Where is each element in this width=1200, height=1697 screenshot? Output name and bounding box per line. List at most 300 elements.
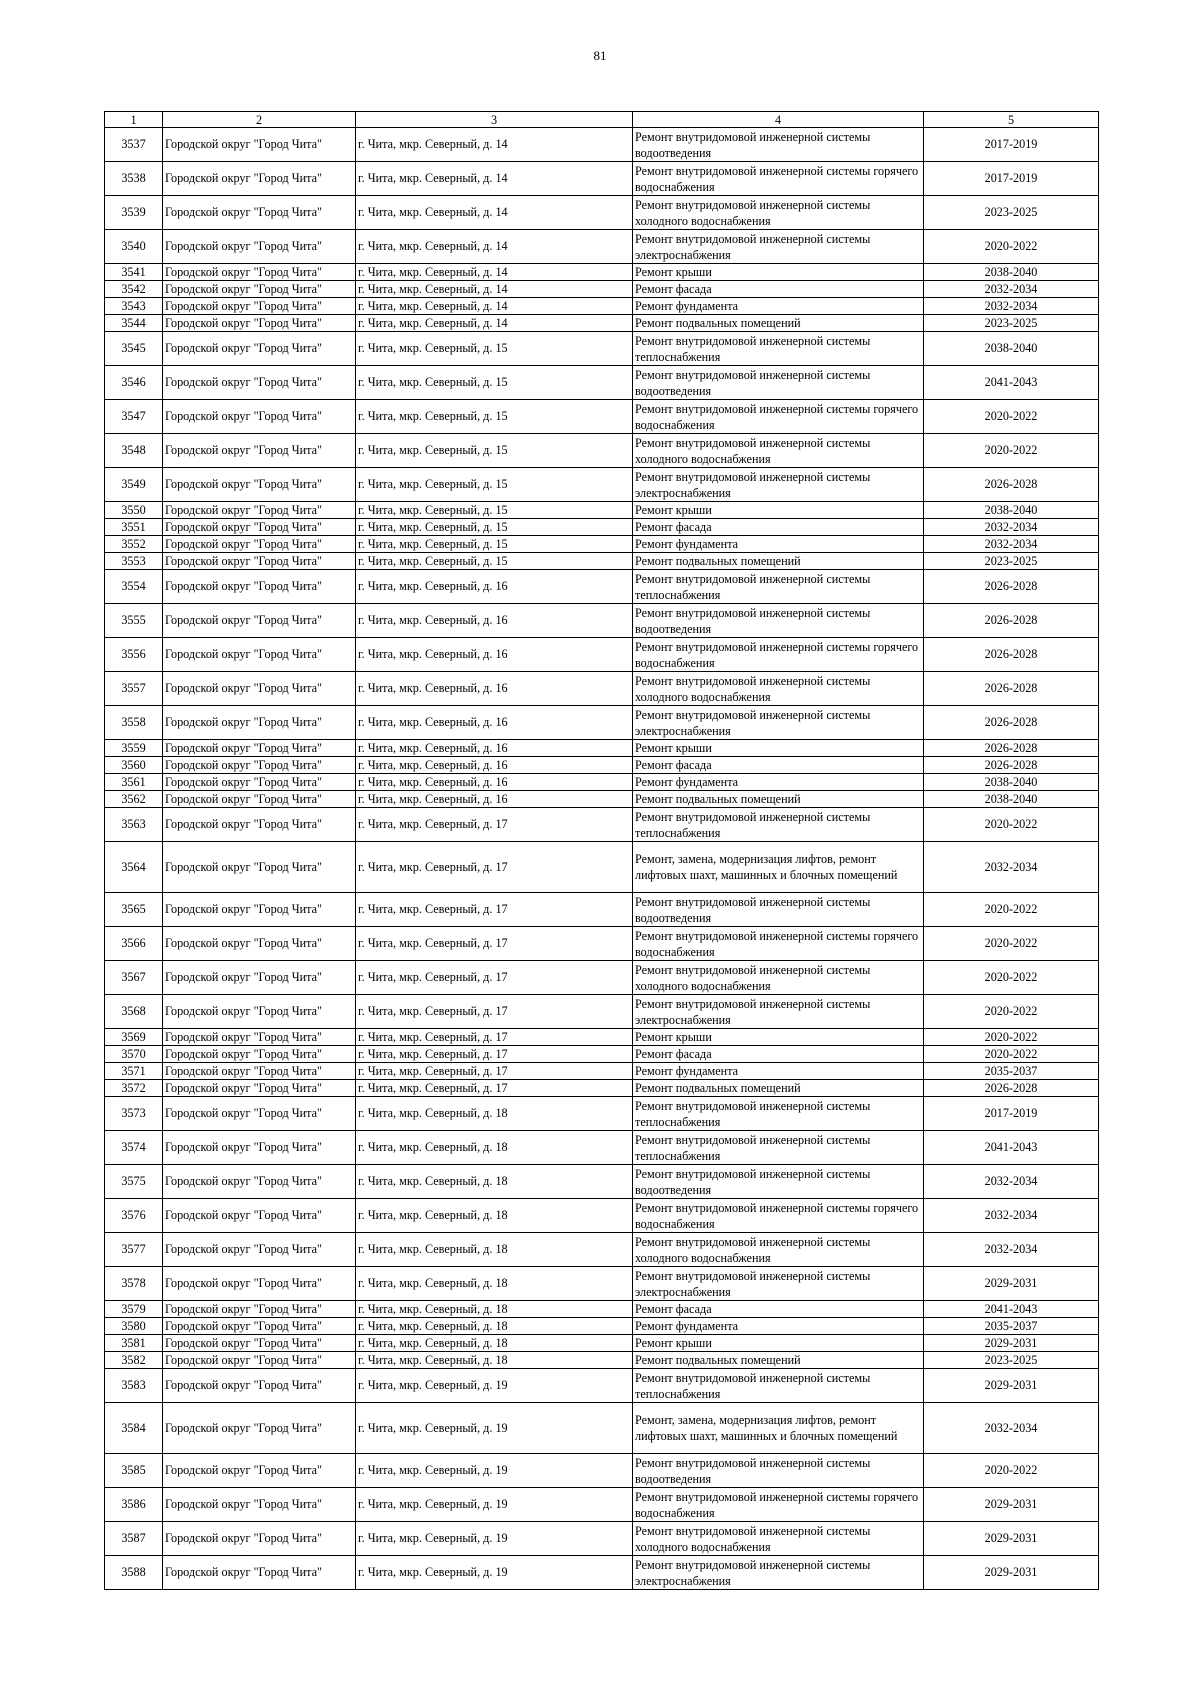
municipality-cell: Городской округ "Город Чита" — [163, 332, 356, 366]
address-cell: г. Чита, мкр. Северный, д. 16 — [356, 740, 633, 757]
row-number-cell: 3577 — [105, 1233, 163, 1267]
municipality-cell: Городской округ "Город Чита" — [163, 196, 356, 230]
municipality-cell: Городской округ "Город Чита" — [163, 553, 356, 570]
municipality-cell: Городской округ "Город Чита" — [163, 162, 356, 196]
municipality-cell: Городской округ "Город Чита" — [163, 1522, 356, 1556]
work-type-cell: Ремонт внутридомовой инженерной системы электроснабжения — [633, 706, 924, 740]
row-number-cell: 3583 — [105, 1369, 163, 1403]
address-cell: г. Чита, мкр. Северный, д. 19 — [356, 1369, 633, 1403]
table-row — [105, 774, 1099, 791]
table-row — [105, 1080, 1099, 1097]
municipality-cell: Городской округ "Город Чита" — [163, 1352, 356, 1369]
table-row — [105, 1267, 1099, 1301]
period-cell: 2038-2040 — [924, 264, 1099, 281]
work-type-cell: Ремонт внутридомовой инженерной системы холодного водоснабжения — [633, 672, 924, 706]
address-cell: г. Чита, мкр. Северный, д. 17 — [356, 995, 633, 1029]
municipality-cell: Городской округ "Город Чита" — [163, 961, 356, 995]
work-type-cell: Ремонт внутридомовой инженерной системы холодного водоснабжения — [633, 196, 924, 230]
row-number-cell: 3579 — [105, 1301, 163, 1318]
work-type-cell: Ремонт внутридомовой инженерной системы теплоснабжения — [633, 808, 924, 842]
period-cell: 2026-2028 — [924, 468, 1099, 502]
period-cell: 2020-2022 — [924, 961, 1099, 995]
row-number-cell: 3561 — [105, 774, 163, 791]
table-row — [105, 808, 1099, 842]
row-number-cell: 3573 — [105, 1097, 163, 1131]
table-row — [105, 570, 1099, 604]
period-cell: 2029-2031 — [924, 1335, 1099, 1352]
row-number-cell: 3549 — [105, 468, 163, 502]
address-cell: г. Чита, мкр. Северный, д. 18 — [356, 1301, 633, 1318]
work-type-cell: Ремонт фундамента — [633, 298, 924, 315]
municipality-cell: Городской округ "Город Чита" — [163, 706, 356, 740]
table-row — [105, 468, 1099, 502]
work-type-cell: Ремонт фундамента — [633, 774, 924, 791]
table-row — [105, 1556, 1099, 1590]
table-row — [105, 1369, 1099, 1403]
address-cell: г. Чита, мкр. Северный, д. 19 — [356, 1556, 633, 1590]
row-number-cell: 3570 — [105, 1046, 163, 1063]
municipality-cell: Городской округ "Город Чита" — [163, 604, 356, 638]
address-cell: г. Чита, мкр. Северный, д. 16 — [356, 570, 633, 604]
period-cell: 2023-2025 — [924, 553, 1099, 570]
municipality-cell: Городской округ "Город Чита" — [163, 128, 356, 162]
address-cell: г. Чита, мкр. Северный, д. 14 — [356, 315, 633, 332]
period-cell: 2035-2037 — [924, 1318, 1099, 1335]
table-row — [105, 1522, 1099, 1556]
municipality-cell: Городской округ "Город Чита" — [163, 536, 356, 553]
table-row — [105, 162, 1099, 196]
period-cell: 2032-2034 — [924, 281, 1099, 298]
period-cell: 2032-2034 — [924, 1233, 1099, 1267]
period-cell: 2032-2034 — [924, 519, 1099, 536]
work-type-cell: Ремонт внутридомовой инженерной системы холодного водоснабжения — [633, 961, 924, 995]
period-cell: 2020-2022 — [924, 808, 1099, 842]
municipality-cell: Городской округ "Город Чита" — [163, 315, 356, 332]
work-type-cell: Ремонт внутридомовой инженерной системы теплоснабжения — [633, 1097, 924, 1131]
municipality-cell: Городской округ "Город Чита" — [163, 1403, 356, 1454]
address-cell: г. Чита, мкр. Северный, д. 17 — [356, 842, 633, 893]
period-cell: 2041-2043 — [924, 1131, 1099, 1165]
work-type-cell: Ремонт фасада — [633, 1046, 924, 1063]
address-cell: г. Чита, мкр. Северный, д. 17 — [356, 1029, 633, 1046]
municipality-cell: Городской округ "Город Чита" — [163, 808, 356, 842]
page-number: 81 — [593, 48, 607, 63]
address-cell: г. Чита, мкр. Северный, д. 16 — [356, 757, 633, 774]
table-row — [105, 961, 1099, 995]
period-cell: 2041-2043 — [924, 366, 1099, 400]
table-row — [105, 230, 1099, 264]
table-row — [105, 672, 1099, 706]
address-cell: г. Чита, мкр. Северный, д. 17 — [356, 808, 633, 842]
row-number-cell: 3552 — [105, 536, 163, 553]
municipality-cell: Городской округ "Город Чита" — [163, 740, 356, 757]
address-cell: г. Чита, мкр. Северный, д. 15 — [356, 468, 633, 502]
address-cell: г. Чита, мкр. Северный, д. 16 — [356, 774, 633, 791]
municipality-cell: Городской округ "Город Чита" — [163, 757, 356, 774]
address-cell: г. Чита, мкр. Северный, д. 18 — [356, 1165, 633, 1199]
municipality-cell: Городской округ "Город Чита" — [163, 298, 356, 315]
address-cell: г. Чита, мкр. Северный, д. 19 — [356, 1488, 633, 1522]
municipality-cell: Городской округ "Город Чита" — [163, 1131, 356, 1165]
municipality-cell: Городской округ "Город Чита" — [163, 791, 356, 808]
row-number-cell: 3580 — [105, 1318, 163, 1335]
period-cell: 2038-2040 — [924, 332, 1099, 366]
work-type-cell: Ремонт внутридомовой инженерной системы водоотведения — [633, 366, 924, 400]
row-number-cell: 3540 — [105, 230, 163, 264]
address-cell: г. Чита, мкр. Северный, д. 15 — [356, 400, 633, 434]
work-type-cell: Ремонт крыши — [633, 1029, 924, 1046]
table-row — [105, 1029, 1099, 1046]
table-row — [105, 1335, 1099, 1352]
period-cell: 2020-2022 — [924, 1029, 1099, 1046]
period-cell: 2035-2037 — [924, 1063, 1099, 1080]
table-row — [105, 400, 1099, 434]
period-cell: 2038-2040 — [924, 502, 1099, 519]
row-number-cell: 3560 — [105, 757, 163, 774]
municipality-cell: Городской округ "Город Чита" — [163, 366, 356, 400]
table-row — [105, 1199, 1099, 1233]
row-number-cell: 3586 — [105, 1488, 163, 1522]
column-header: 2 — [163, 112, 356, 128]
municipality-cell: Городской округ "Город Чита" — [163, 434, 356, 468]
period-cell: 2026-2028 — [924, 638, 1099, 672]
address-cell: г. Чита, мкр. Северный, д. 14 — [356, 298, 633, 315]
work-type-cell: Ремонт внутридомовой инженерной системы водоотведения — [633, 893, 924, 927]
address-cell: г. Чита, мкр. Северный, д. 16 — [356, 638, 633, 672]
work-type-cell: Ремонт внутридомовой инженерной системы водоотведения — [633, 128, 924, 162]
work-type-cell: Ремонт внутридомовой инженерной системы холодного водоснабжения — [633, 1233, 924, 1267]
work-type-cell: Ремонт внутридомовой инженерной системы теплоснабжения — [633, 1369, 924, 1403]
row-number-cell: 3569 — [105, 1029, 163, 1046]
work-type-cell: Ремонт внутридомовой инженерной системы теплоснабжения — [633, 570, 924, 604]
work-type-cell: Ремонт, замена, модернизация лифтов, ремонт лифтовых шахт, машинных и блочных помещений — [633, 842, 924, 893]
municipality-cell: Городской округ "Город Чита" — [163, 400, 356, 434]
work-type-cell: Ремонт внутридомовой инженерной системы горячего водоснабжения — [633, 1488, 924, 1522]
address-cell: г. Чита, мкр. Северный, д. 17 — [356, 961, 633, 995]
address-cell: г. Чита, мкр. Северный, д. 18 — [356, 1233, 633, 1267]
address-cell: г. Чита, мкр. Северный, д. 14 — [356, 281, 633, 298]
municipality-cell: Городской округ "Город Чита" — [163, 1080, 356, 1097]
row-number-cell: 3559 — [105, 740, 163, 757]
municipality-cell: Городской округ "Город Чита" — [163, 1454, 356, 1488]
period-cell: 2017-2019 — [924, 162, 1099, 196]
period-cell: 2038-2040 — [924, 791, 1099, 808]
row-number-cell: 3550 — [105, 502, 163, 519]
table-row — [105, 1488, 1099, 1522]
work-type-cell: Ремонт внутридомовой инженерной системы горячего водоснабжения — [633, 927, 924, 961]
municipality-cell: Городской округ "Город Чита" — [163, 1233, 356, 1267]
address-cell: г. Чита, мкр. Северный, д. 18 — [356, 1131, 633, 1165]
row-number-cell: 3574 — [105, 1131, 163, 1165]
period-cell: 2020-2022 — [924, 1454, 1099, 1488]
work-type-cell: Ремонт внутридомовой инженерной системы горячего водоснабжения — [633, 1199, 924, 1233]
work-type-cell: Ремонт фасада — [633, 757, 924, 774]
table-row — [105, 1097, 1099, 1131]
address-cell: г. Чита, мкр. Северный, д. 17 — [356, 1046, 633, 1063]
address-cell: г. Чита, мкр. Северный, д. 19 — [356, 1403, 633, 1454]
work-type-cell: Ремонт фасада — [633, 281, 924, 298]
table-row — [105, 128, 1099, 162]
address-cell: г. Чита, мкр. Северный, д. 16 — [356, 706, 633, 740]
table-body — [105, 128, 1099, 1590]
work-type-cell: Ремонт, замена, модернизация лифтов, ремонт лифтовых шахт, машинных и блочных помещений — [633, 1403, 924, 1454]
row-number-cell: 3555 — [105, 604, 163, 638]
row-number-cell: 3568 — [105, 995, 163, 1029]
work-type-cell: Ремонт фундамента — [633, 1063, 924, 1080]
table-row — [105, 604, 1099, 638]
period-cell: 2020-2022 — [924, 893, 1099, 927]
table-row — [105, 366, 1099, 400]
work-type-cell: Ремонт крыши — [633, 502, 924, 519]
period-cell: 2032-2034 — [924, 1199, 1099, 1233]
municipality-cell: Городской округ "Город Чита" — [163, 1063, 356, 1080]
work-type-cell: Ремонт подвальных помещений — [633, 1080, 924, 1097]
row-number-cell: 3548 — [105, 434, 163, 468]
address-cell: г. Чита, мкр. Северный, д. 18 — [356, 1352, 633, 1369]
work-type-cell: Ремонт внутридомовой инженерной системы теплоснабжения — [633, 332, 924, 366]
address-cell: г. Чита, мкр. Северный, д. 17 — [356, 1063, 633, 1080]
address-cell: г. Чита, мкр. Северный, д. 18 — [356, 1335, 633, 1352]
period-cell: 2026-2028 — [924, 570, 1099, 604]
row-number-cell: 3546 — [105, 366, 163, 400]
municipality-cell: Городской округ "Город Чита" — [163, 638, 356, 672]
period-cell: 2020-2022 — [924, 995, 1099, 1029]
column-header: 5 — [924, 112, 1099, 128]
work-type-cell: Ремонт внутридомовой инженерной системы водоотведения — [633, 1165, 924, 1199]
municipality-cell: Городской округ "Город Чита" — [163, 995, 356, 1029]
municipality-cell: Городской округ "Город Чита" — [163, 1097, 356, 1131]
address-cell: г. Чита, мкр. Северный, д. 19 — [356, 1454, 633, 1488]
table-row — [105, 1352, 1099, 1369]
row-number-cell: 3564 — [105, 842, 163, 893]
period-cell: 2026-2028 — [924, 740, 1099, 757]
row-number-cell: 3566 — [105, 927, 163, 961]
table-row — [105, 927, 1099, 961]
table-row — [105, 791, 1099, 808]
row-number-cell: 3567 — [105, 961, 163, 995]
address-cell: г. Чита, мкр. Северный, д. 15 — [356, 502, 633, 519]
row-number-cell: 3542 — [105, 281, 163, 298]
municipality-cell: Городской округ "Город Чита" — [163, 1369, 356, 1403]
work-type-cell: Ремонт внутридомовой инженерной системы холодного водоснабжения — [633, 1522, 924, 1556]
address-cell: г. Чита, мкр. Северный, д. 16 — [356, 791, 633, 808]
address-cell: г. Чита, мкр. Северный, д. 18 — [356, 1267, 633, 1301]
address-cell: г. Чита, мкр. Северный, д. 15 — [356, 553, 633, 570]
municipality-cell: Городской округ "Город Чита" — [163, 1556, 356, 1590]
period-cell: 2026-2028 — [924, 672, 1099, 706]
row-number-cell: 3539 — [105, 196, 163, 230]
row-number-cell: 3571 — [105, 1063, 163, 1080]
row-number-cell: 3578 — [105, 1267, 163, 1301]
address-cell: г. Чита, мкр. Северный, д. 14 — [356, 264, 633, 281]
address-cell: г. Чита, мкр. Северный, д. 15 — [356, 519, 633, 536]
table-row — [105, 196, 1099, 230]
row-number-cell: 3553 — [105, 553, 163, 570]
work-type-cell: Ремонт внутридомовой инженерной системы холодного водоснабжения — [633, 434, 924, 468]
row-number-cell: 3554 — [105, 570, 163, 604]
period-cell: 2023-2025 — [924, 1352, 1099, 1369]
table-row — [105, 740, 1099, 757]
period-cell: 2032-2034 — [924, 1165, 1099, 1199]
municipality-cell: Городской округ "Город Чита" — [163, 1267, 356, 1301]
work-type-cell: Ремонт внутридомовой инженерной системы теплоснабжения — [633, 1131, 924, 1165]
address-cell: г. Чита, мкр. Северный, д. 19 — [356, 1522, 633, 1556]
work-type-cell: Ремонт подвальных помещений — [633, 1352, 924, 1369]
period-cell: 2020-2022 — [924, 927, 1099, 961]
municipality-cell: Городской округ "Город Чита" — [163, 519, 356, 536]
row-number-cell: 3558 — [105, 706, 163, 740]
work-type-cell: Ремонт фасада — [633, 1301, 924, 1318]
address-cell: г. Чита, мкр. Северный, д. 14 — [356, 162, 633, 196]
table-row — [105, 502, 1099, 519]
row-number-cell: 3537 — [105, 128, 163, 162]
table-row — [105, 706, 1099, 740]
row-number-cell: 3565 — [105, 893, 163, 927]
column-header: 1 — [105, 112, 163, 128]
table-row — [105, 315, 1099, 332]
municipality-cell: Городской округ "Город Чита" — [163, 927, 356, 961]
period-cell: 2023-2025 — [924, 196, 1099, 230]
period-cell: 2038-2040 — [924, 774, 1099, 791]
row-number-cell: 3556 — [105, 638, 163, 672]
work-type-cell: Ремонт внутридомовой инженерной системы электроснабжения — [633, 230, 924, 264]
municipality-cell: Городской округ "Город Чита" — [163, 842, 356, 893]
table-row — [105, 1318, 1099, 1335]
period-cell: 2020-2022 — [924, 434, 1099, 468]
work-type-cell: Ремонт подвальных помещений — [633, 315, 924, 332]
table-row — [105, 264, 1099, 281]
row-number-cell: 3585 — [105, 1454, 163, 1488]
table-row — [105, 893, 1099, 927]
table-row — [105, 995, 1099, 1029]
table-row — [105, 1454, 1099, 1488]
row-number-cell: 3545 — [105, 332, 163, 366]
period-cell: 2023-2025 — [924, 315, 1099, 332]
row-number-cell: 3582 — [105, 1352, 163, 1369]
work-type-cell: Ремонт внутридомовой инженерной системы электроснабжения — [633, 468, 924, 502]
municipality-cell: Городской округ "Город Чита" — [163, 774, 356, 791]
address-cell: г. Чита, мкр. Северный, д. 15 — [356, 536, 633, 553]
municipality-cell: Городской округ "Город Чита" — [163, 502, 356, 519]
address-cell: г. Чита, мкр. Северный, д. 14 — [356, 128, 633, 162]
row-number-cell: 3575 — [105, 1165, 163, 1199]
table-row — [105, 638, 1099, 672]
row-number-cell: 3576 — [105, 1199, 163, 1233]
work-type-cell: Ремонт подвальных помещений — [633, 553, 924, 570]
municipality-cell: Городской округ "Город Чита" — [163, 1488, 356, 1522]
period-cell: 2026-2028 — [924, 604, 1099, 638]
period-cell: 2029-2031 — [924, 1556, 1099, 1590]
row-number-cell: 3562 — [105, 791, 163, 808]
work-type-cell: Ремонт внутридомовой инженерной системы водоотведения — [633, 1454, 924, 1488]
address-cell: г. Чита, мкр. Северный, д. 16 — [356, 604, 633, 638]
municipality-cell: Городской округ "Город Чита" — [163, 1318, 356, 1335]
table-row — [105, 298, 1099, 315]
municipality-cell: Городской округ "Город Чита" — [163, 281, 356, 298]
row-number-cell: 3581 — [105, 1335, 163, 1352]
row-number-cell: 3563 — [105, 808, 163, 842]
row-number-cell: 3544 — [105, 315, 163, 332]
work-type-cell: Ремонт крыши — [633, 264, 924, 281]
municipality-cell: Городской округ "Город Чита" — [163, 1335, 356, 1352]
work-type-cell: Ремонт внутридомовой инженерной системы электроснабжения — [633, 995, 924, 1029]
period-cell: 2032-2034 — [924, 1403, 1099, 1454]
work-type-cell: Ремонт подвальных помещений — [633, 791, 924, 808]
row-number-cell: 3547 — [105, 400, 163, 434]
municipality-cell: Городской округ "Город Чита" — [163, 264, 356, 281]
municipality-cell: Городской округ "Город Чита" — [163, 1199, 356, 1233]
municipality-cell: Городской округ "Город Чита" — [163, 570, 356, 604]
table-row — [105, 519, 1099, 536]
work-type-cell: Ремонт внутридомовой инженерной системы водоотведения — [633, 604, 924, 638]
municipality-cell: Городской округ "Город Чита" — [163, 672, 356, 706]
table-row — [105, 1046, 1099, 1063]
period-cell: 2029-2031 — [924, 1369, 1099, 1403]
row-number-cell: 3541 — [105, 264, 163, 281]
row-number-cell: 3551 — [105, 519, 163, 536]
address-cell: г. Чита, мкр. Северный, д. 18 — [356, 1199, 633, 1233]
period-cell: 2029-2031 — [924, 1522, 1099, 1556]
row-number-cell: 3572 — [105, 1080, 163, 1097]
table-row — [105, 536, 1099, 553]
table-row — [105, 842, 1099, 893]
period-cell: 2017-2019 — [924, 1097, 1099, 1131]
table-header-row — [105, 112, 1099, 128]
row-number-cell: 3584 — [105, 1403, 163, 1454]
table-row — [105, 434, 1099, 468]
municipality-cell: Городской округ "Город Чита" — [163, 230, 356, 264]
period-cell: 2026-2028 — [924, 1080, 1099, 1097]
column-header: 4 — [633, 112, 924, 128]
work-type-cell: Ремонт фасада — [633, 519, 924, 536]
row-number-cell: 3543 — [105, 298, 163, 315]
table-row — [105, 553, 1099, 570]
work-type-cell: Ремонт внутридомовой инженерной системы горячего водоснабжения — [633, 162, 924, 196]
work-type-cell: Ремонт внутридомовой инженерной системы электроснабжения — [633, 1267, 924, 1301]
period-cell: 2020-2022 — [924, 400, 1099, 434]
table-row — [105, 1233, 1099, 1267]
address-cell: г. Чита, мкр. Северный, д. 18 — [356, 1097, 633, 1131]
period-cell: 2032-2034 — [924, 842, 1099, 893]
table-row — [105, 332, 1099, 366]
column-header: 3 — [356, 112, 633, 128]
row-number-cell: 3538 — [105, 162, 163, 196]
municipality-cell: Городской округ "Город Чита" — [163, 1046, 356, 1063]
address-cell: г. Чита, мкр. Северный, д. 17 — [356, 893, 633, 927]
period-cell: 2032-2034 — [924, 536, 1099, 553]
address-cell: г. Чита, мкр. Северный, д. 15 — [356, 366, 633, 400]
period-cell: 2020-2022 — [924, 230, 1099, 264]
municipality-cell: Городской округ "Город Чита" — [163, 468, 356, 502]
table-row — [105, 1063, 1099, 1080]
work-type-cell: Ремонт внутридомовой инженерной системы электроснабжения — [633, 1556, 924, 1590]
municipality-cell: Городской округ "Город Чита" — [163, 893, 356, 927]
municipality-cell: Городской округ "Город Чита" — [163, 1301, 356, 1318]
period-cell: 2020-2022 — [924, 1046, 1099, 1063]
work-type-cell: Ремонт внутридомовой инженерной системы горячего водоснабжения — [633, 400, 924, 434]
table-row — [105, 1165, 1099, 1199]
row-number-cell: 3587 — [105, 1522, 163, 1556]
address-cell: г. Чита, мкр. Северный, д. 17 — [356, 1080, 633, 1097]
municipality-cell: Городской округ "Город Чита" — [163, 1029, 356, 1046]
municipality-cell: Городской округ "Город Чита" — [163, 1165, 356, 1199]
period-cell: 2029-2031 — [924, 1488, 1099, 1522]
work-type-cell: Ремонт внутридомовой инженерной системы горячего водоснабжения — [633, 638, 924, 672]
period-cell: 2026-2028 — [924, 757, 1099, 774]
period-cell: 2032-2034 — [924, 298, 1099, 315]
repair-schedule-table — [104, 111, 1099, 1590]
row-number-cell: 3557 — [105, 672, 163, 706]
